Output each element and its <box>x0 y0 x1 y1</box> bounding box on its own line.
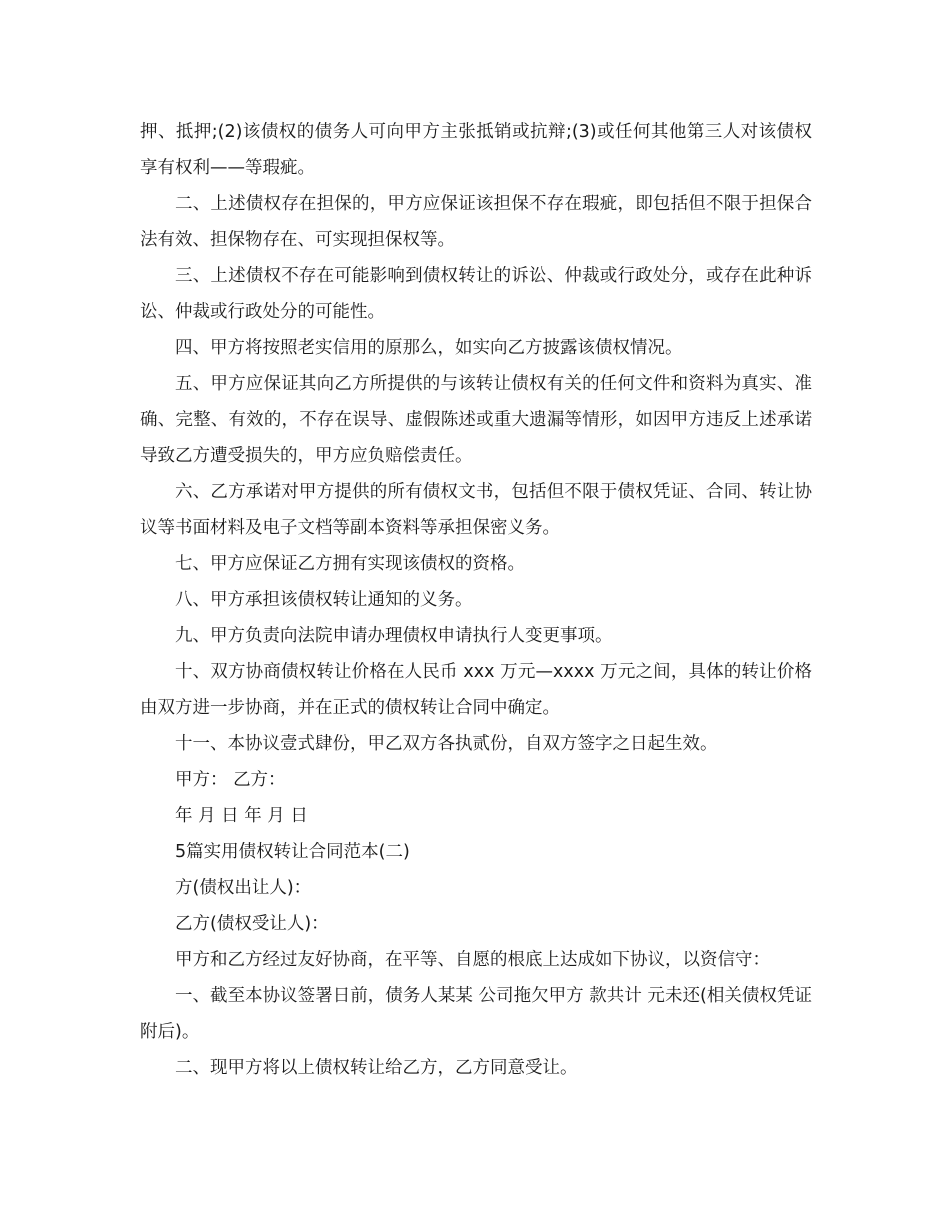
paragraph-article-1: 一、截至本协议签署日前，债务人某某 公司拖欠甲方 款共计 元未还(相关债权凭证附后)。 <box>140 986 812 1042</box>
paragraph-clause-3: 三、上述债权不存在可能影响到债权转让的诉讼、仲裁或行政处分，或存在此种诉讼、仲裁或行政处分的可能性。 <box>140 266 812 322</box>
paragraph-clause-9: 九、甲方负责向法院申请办理债权申请执行人变更事项。 <box>175 626 613 646</box>
paragraph-clause-2: 二、上述债权存在担保的，甲方应保证该担保不存在瑕疵，即包括但不限于担保合法有效、担保物存在、可实现担保权等。 <box>140 194 812 250</box>
preamble-paragraph: 甲方和乙方经过友好协商，在平等、自愿的根底上达成如下协议，以资信守： <box>175 950 770 970</box>
signature-date-line: 年 月 日 年 月 日 <box>175 806 308 826</box>
paragraph-clause-10: 十、双方协商债权转让价格在人民币 xxx 万元—xxxx 万元之间，具体的转让价格由双方进一步协商，并在正式的债权转让合同中确定。 <box>140 662 812 718</box>
paragraph-clause-5: 五、甲方应保证其向乙方所提供的与该转让债权有关的任何文件和资料为真实、准确、完整、有效的，不存在误导、虚假陈述或重大遗漏等情形，如因甲方违反上述承诺导致乙方遭受损失的，甲方应负赔偿责任。 <box>140 374 812 466</box>
paragraph-clause-4: 四、甲方将按照老实信用的原那么，如实向乙方披露该债权情况。 <box>175 338 683 358</box>
paragraph-clause-11: 十一、本协议壹式肆份，甲乙双方各执贰份，自双方签字之日起生效。 <box>175 734 718 754</box>
paragraph-clause-6: 六、乙方承诺对甲方提供的所有债权文书，包括但不限于债权凭证、合同、转让协议等书面材料及电子文档等副本资料等承担保密义务。 <box>140 482 812 538</box>
paragraph-clause-8: 八、甲方承担该债权转让通知的义务。 <box>175 590 473 610</box>
party-a-line: 方(债权出让人)： <box>175 878 312 898</box>
party-b-line: 乙方(债权受让人)： <box>175 914 329 934</box>
paragraph-continuation: 押、抵押;(2)该债权的债务人可向甲方主张抵销或抗辩;(3)或任何其他第三人对该债权享有权利——等瑕疵。 <box>140 122 812 178</box>
document-body <box>140 114 812 1086</box>
paragraph-article-2: 二、现甲方将以上债权转让给乙方，乙方同意受让。 <box>175 1058 578 1078</box>
signature-parties-line: 甲方： 乙方： <box>175 770 286 790</box>
paragraph-clause-7: 七、甲方应保证乙方拥有实现该债权的资格。 <box>175 554 525 574</box>
section-title: 5篇实用债权转让合同范本(二) <box>175 842 410 862</box>
